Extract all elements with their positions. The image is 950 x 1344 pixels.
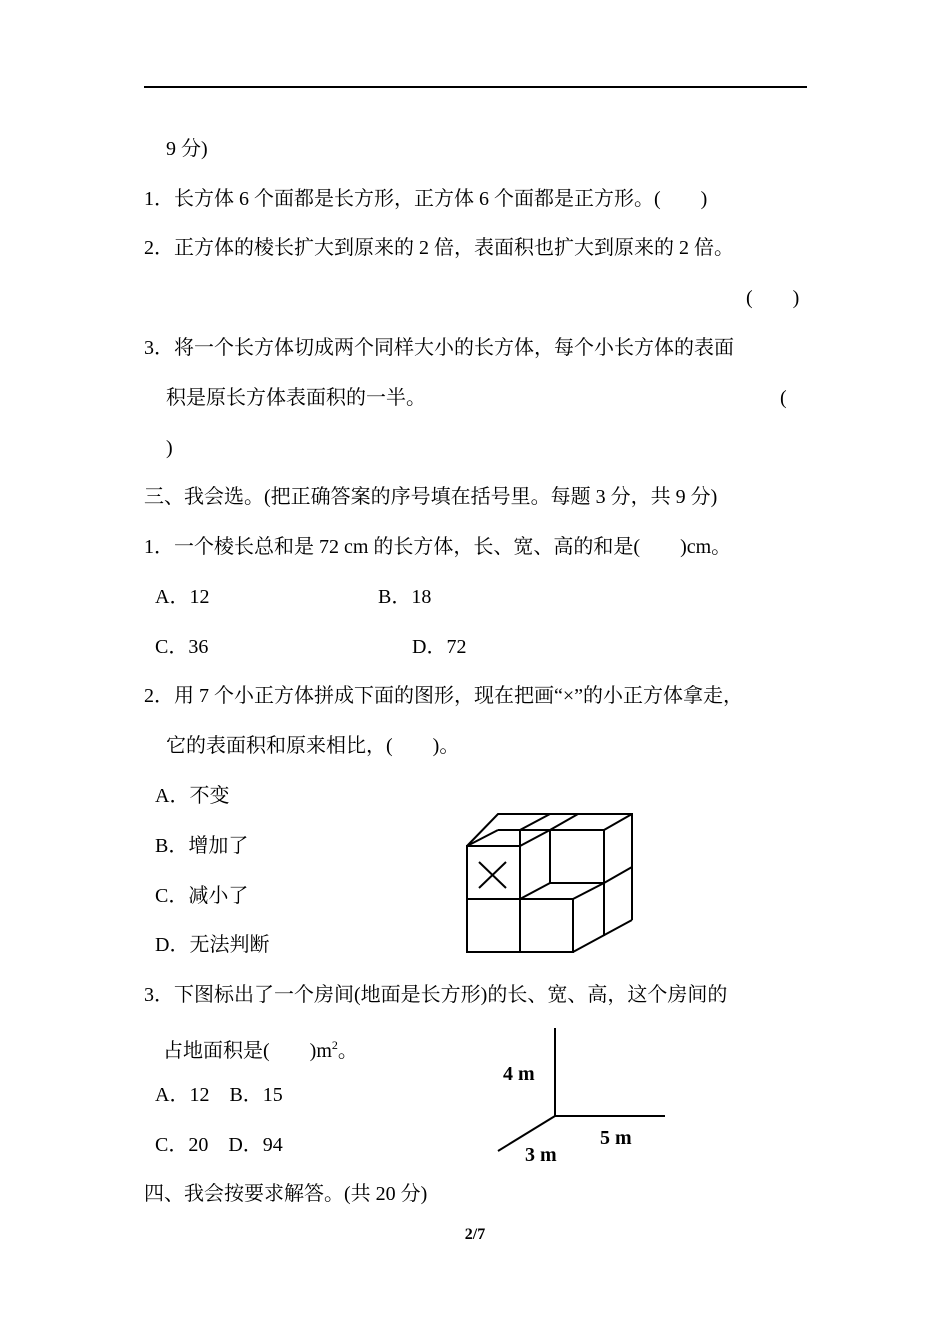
section4-title: 四、我会按要求解答。(共 20 分) [144,1183,428,1205]
judge-q1: 1．长方体 6 个面都是长方形，正方体 6 个面都是正方形。( ) [144,188,708,210]
choice-q3-sup: 2 [331,1038,338,1052]
choice-q2-option-c: C．减小了 [155,885,249,907]
choice-q1-option-a: A．12 [155,586,210,608]
choice-q3-options-cd: C．20 D．94 [155,1134,283,1156]
choice-q1-option-b: B．18 [378,586,432,608]
choice-q2-line2: 它的表面积和原来相比，( )。 [166,735,460,757]
choice-q3-line2-text: 占地面积是( )m [163,1040,332,1062]
choice-q3-line1: 3．下图标出了一个房间(地面是长方形)的长、宽、高，这个房间的 [144,984,728,1006]
choice-q1-option-c: C．36 [155,636,209,658]
judge-q3-bracket-close: ) [166,437,173,459]
choice-q2-option-b: B．增加了 [155,835,249,857]
choice-q1-option-d: D．72 [412,636,467,658]
continued-line: 9 分) [166,138,208,160]
judge-q2: 2．正方体的棱长扩大到原来的 2 倍，表面积也扩大到原来的 2 倍。 [144,237,734,259]
choice-q2-option-a: A．不变 [155,785,230,807]
choice-q3-line2-end: 。 [337,1040,358,1062]
width-label: 3 m [525,1144,557,1166]
judge-q2-bracket: ( ) [746,287,800,309]
header-rule [144,86,807,88]
height-label: 4 m [503,1063,535,1085]
choice-q2-line1: 2．用 7 个小正方体拼成下面的图形，现在把画“×”的小正方体拿走， [144,685,744,707]
section3-title: 三、我会选。(把正确答案的序号填在括号里。每题 3 分，共 9 分) [144,486,718,508]
cube-figure [460,808,640,960]
choice-q3-line2 [163,1033,358,1063]
judge-q3-bracket-open: ( [780,387,787,409]
choice-q2-option-d: D．无法判断 [155,934,270,956]
page-number: 2/7 [464,1226,486,1243]
choice-q1: 1．一个棱长总和是 72 cm 的长方体，长、宽、高的和是( )cm。 [144,536,732,558]
choice-q3-options-ab: A．12 B．15 [155,1084,283,1106]
length-label: 5 m [600,1127,632,1149]
judge-q3-line2: 积是原长方体表面积的一半。 [166,387,426,409]
judge-q3-line1: 3．将一个长方体切成两个同样大小的长方体，每个小长方体的表面 [144,337,734,359]
x-mark-icon [479,862,506,888]
room-dimension-figure [495,1026,670,1166]
